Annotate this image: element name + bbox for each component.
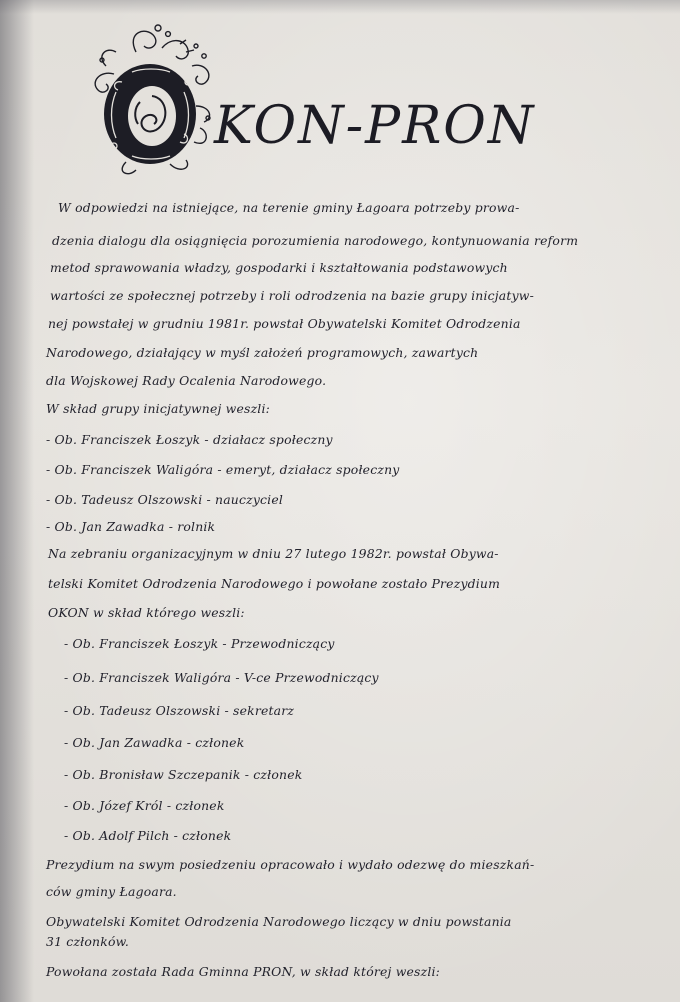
- text-line-6: Narodowego, działający w myśl założeń programowych, zawartych: [46, 345, 479, 360]
- list-item: - Ob. Józef Król - członek: [64, 798, 225, 813]
- text-line-26: 31 członków.: [46, 934, 130, 949]
- list-item: - Ob. Jan Zawadka - członek: [64, 735, 245, 750]
- text-line-4: wartości ze społecznej potrzeby i roli odrodzenia na bazie grupy inicjatyw-: [50, 288, 534, 303]
- list-item: - Ob. Franciszek Łoszyk - działacz społeczny: [46, 432, 333, 447]
- text-line-23: Prezydium na swym posiedzeniu opracowało i wydało odezwę do mieszkań-: [46, 857, 535, 872]
- text-line-24: ców gminy Łagoara.: [46, 884, 177, 899]
- text-line-7: dla Wojskowej Rady Ocalenia Narodowego.: [46, 373, 327, 388]
- text-line-1: W odpowiedzi na istniejące, na terenie gminy Łagoara potrzeby prowa-: [58, 200, 520, 215]
- list-item: - Ob. Tadeusz Olszowski - sekretarz: [64, 703, 295, 718]
- text-line-14: telski Komitet Odrodzenia Narodowego i powołane zostało Prezydium: [48, 576, 501, 591]
- list-item: - Ob. Adolf Pilch - członek: [64, 828, 232, 843]
- page-edge-shadow: [0, 0, 34, 1002]
- text-line-3: metod sprawowania władzy, gospodarki i kształtowania podstawowych: [50, 260, 508, 275]
- text-line-8: W skład grupy inicjatywnej weszli:: [46, 401, 270, 416]
- text-line-5: nej powstałej w grudniu 1981r. powstał Obywatelski Komitet Odrodzenia: [48, 316, 521, 331]
- text-line-2: dzenia dialogu dla osiągnięcia porozumienia narodowego, kontynuowania reform: [52, 233, 579, 248]
- list-item: - Ob. Tadeusz Olszowski - nauczyciel: [46, 492, 284, 507]
- text-line-15: OKON w skład którego weszli:: [48, 605, 245, 620]
- list-item: - Ob. Franciszek Łoszyk - Przewodniczący: [64, 636, 335, 651]
- list-item: - Ob. Bronisław Szczepanik - członek: [64, 767, 303, 782]
- illuminated-initial-o-icon: [76, 22, 222, 178]
- list-item: - Ob. Jan Zawadka - rolnik: [46, 519, 216, 534]
- text-line-25: Obywatelski Komitet Odrodzenia Narodowego liczący w dniu powstania: [46, 914, 512, 929]
- list-item: - Ob. Franciszek Waligóra - emeryt, działacz społeczny: [46, 462, 400, 477]
- list-item: - Ob. Franciszek Waligóra - V-ce Przewodniczący: [64, 670, 379, 685]
- text-line-13: Na zebraniu organizacyjnym w dniu 27 lutego 1982r. powstał Obywa-: [48, 546, 499, 561]
- text-line-27: Powołana została Rada Gminna PRON, w skład której weszli:: [46, 964, 441, 979]
- document-title: KON-PRON: [214, 96, 536, 156]
- page-top-shadow: [0, 0, 680, 14]
